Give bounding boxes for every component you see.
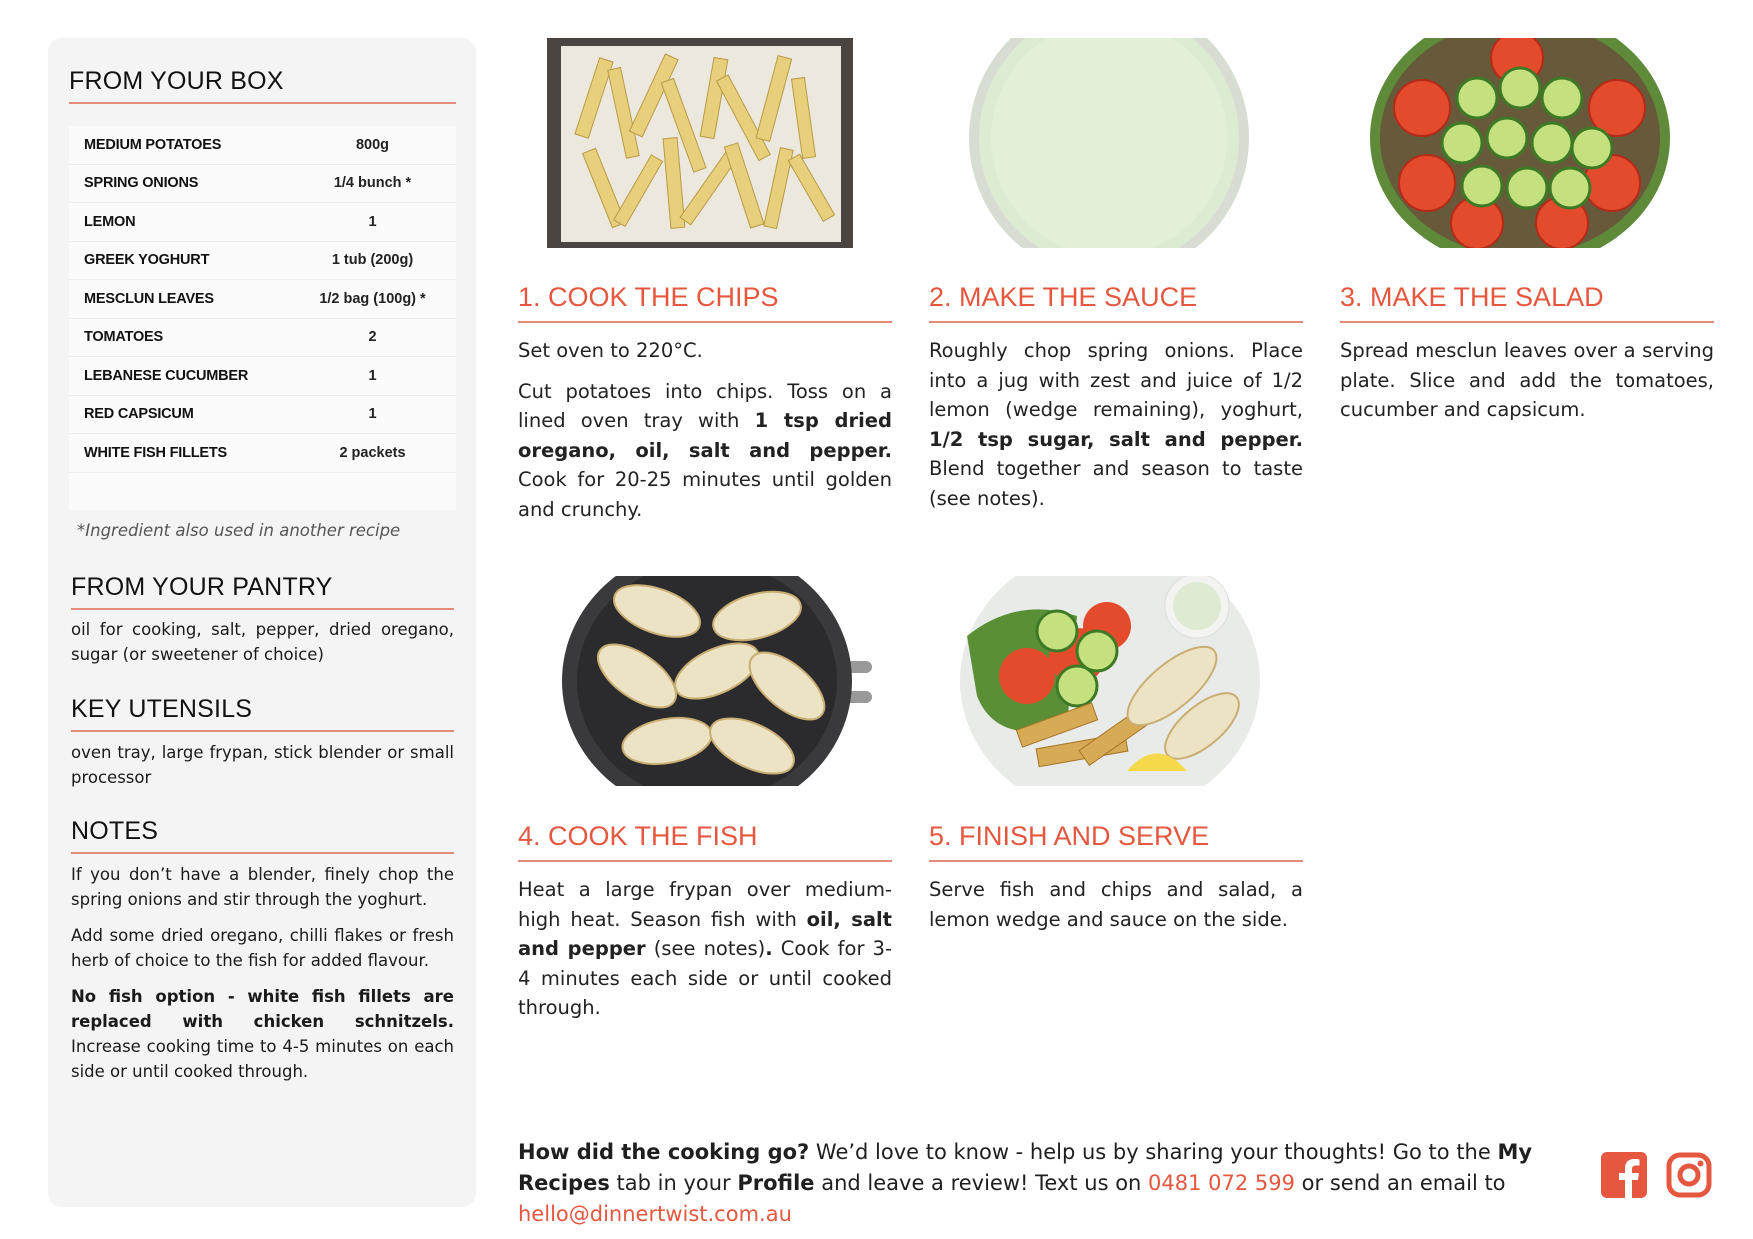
notes-title: NOTES <box>71 817 454 854</box>
table-row <box>69 203 456 242</box>
ingredient-name: LEMON <box>84 213 136 230</box>
step-4-p-bold: oil, salt and pepper <box>518 907 892 960</box>
my-recipes-link[interactable]: My Recipes <box>518 1140 1533 1195</box>
instagram-icon[interactable] <box>1666 1152 1712 1198</box>
sauce-image <box>957 38 1263 248</box>
facebook-icon[interactable] <box>1601 1152 1647 1198</box>
ingredient-name: SPRING ONIONS <box>84 175 199 192</box>
footer-text-2: tab in your <box>609 1171 738 1195</box>
step-2-p-a: Roughly chop spring onions. Place into a jug with zest and juice of 1/2 lemon (wedge remaining), yoghurt, <box>929 339 1303 421</box>
step-1-p2-bold: 1 tsp dried oregano, oil, salt and pepper. <box>518 409 892 462</box>
ingredient-name: TOMATOES <box>84 329 163 346</box>
note-2: Add some dried oregano, chilli flakes or fresh herb of choice to the fish for added flavour. <box>71 926 454 970</box>
footer-text-3: and leave a review! Text us on <box>814 1171 1149 1195</box>
step-2-text <box>929 336 1303 513</box>
ingredient-name: RED CAPSICUM <box>84 406 194 423</box>
pantry-text: oil for cooking, salt, pepper, dried oregano, sugar (or sweetener of choice) <box>71 620 454 664</box>
step-2-p <box>929 336 1303 513</box>
note-3-rest: Increase cooking time to 4-5 minutes on each side or until cooked through. <box>71 1037 454 1081</box>
ingredient-qty: 1/4 bunch * <box>333 175 412 192</box>
step-4-text <box>518 875 892 1023</box>
note-3-bold: No fish option - white fish fillets are replaced with chicken schnitzels. <box>71 987 454 1031</box>
step-4-title: 4. COOK THE FISH <box>518 821 892 862</box>
step-3-text <box>1340 336 1714 425</box>
ingredient-qty: 1/2 bag (100g) * <box>319 290 426 307</box>
step-4-p-dot: . <box>765 937 773 960</box>
step-4-p-a: Heat a large frypan over medium-high heat. Season fish with <box>518 878 892 931</box>
step-2-title: 2. MAKE THE SAUCE <box>929 282 1303 323</box>
note-3 <box>71 984 454 1084</box>
finished-plate-image <box>957 576 1263 786</box>
ingredient-name: MESCLUN LEAVES <box>84 290 214 307</box>
ingredient-qty: 1 <box>368 367 377 384</box>
fish-pan-image <box>547 576 877 786</box>
ingredient-qty: 2 packets <box>339 444 406 461</box>
from-your-box-title: FROM YOUR BOX <box>69 67 456 104</box>
step-2-p-bold: 1/2 tsp sugar, salt and pepper. <box>929 427 1303 451</box>
ingredient-qty: 1 tub (200g) <box>331 252 414 269</box>
email-link[interactable]: hello@dinnertwist.com.au <box>518 1202 792 1226</box>
ingredient-name: MEDIUM POTATOES <box>84 136 222 153</box>
table-row <box>69 126 456 165</box>
ingredient-qty: 800g <box>355 136 390 153</box>
step-1-p2-a: Cut potatoes into chips. Toss on a lined oven tray with <box>518 379 892 432</box>
chips-tray-image <box>547 38 853 248</box>
step-3-title: 3. MAKE THE SALAD <box>1340 282 1714 323</box>
table-row <box>69 434 456 473</box>
ingredient-qty: 1 <box>368 213 377 230</box>
feedback-footer <box>518 1137 1578 1230</box>
footer-question: How did the cooking go? <box>518 1140 810 1164</box>
profile-link[interactable]: Profile <box>737 1171 815 1195</box>
step-1-p1: Set oven to 220°C. <box>518 339 703 362</box>
step-5-text <box>929 875 1303 934</box>
ingredient-footnote: *Ingredient also used in another recipe <box>77 521 401 540</box>
step-1-p2 <box>518 377 892 525</box>
ingredient-qty: 1 <box>368 406 377 423</box>
step-4-p-c: (see notes) <box>645 937 766 960</box>
table-row <box>69 280 456 319</box>
ingredients-table <box>69 126 456 510</box>
step-1-title: 1. COOK THE CHIPS <box>518 282 892 323</box>
table-row <box>69 242 456 281</box>
step-3-p: Spread mesclun leaves over a serving plate. Slice and add the tomatoes, cucumber and capsicum. <box>1340 339 1714 421</box>
salad-image <box>1367 38 1673 248</box>
table-row <box>69 396 456 435</box>
step-4-p-e: Cook for 3-4 minutes each side or until cooked through. <box>518 937 893 1019</box>
note-1: If you don’t have a blender, finely chop the spring onions and stir through the yoghurt. <box>71 865 454 909</box>
ingredient-name: LEBANESE CUCUMBER <box>84 367 249 384</box>
step-5-title: 5. FINISH AND SERVE <box>929 821 1303 862</box>
footer-text-4: or send an email to <box>1295 1171 1506 1195</box>
footer-text-1: We’d love to know - help us by sharing your thoughts! Go to the <box>809 1140 1498 1164</box>
ingredient-name: GREEK YOGHURT <box>84 252 210 269</box>
step-4-p <box>518 875 892 1023</box>
phone-link[interactable]: 0481 072 599 <box>1148 1171 1295 1195</box>
step-2-p-c: Blend together and season to taste (see notes). <box>929 457 1303 510</box>
table-row <box>69 165 456 204</box>
table-row <box>69 319 456 358</box>
step-5-p: Serve fish and chips and salad, a lemon wedge and sauce on the side. <box>929 878 1303 931</box>
ingredient-name: WHITE FISH FILLETS <box>84 444 228 461</box>
table-row <box>69 357 456 396</box>
step-1-text <box>518 336 892 524</box>
ingredients-panel <box>48 38 476 1207</box>
from-your-pantry-title: FROM YOUR PANTRY <box>71 573 454 610</box>
ingredient-qty: 2 <box>368 329 377 346</box>
key-utensils-title: KEY UTENSILS <box>71 695 454 732</box>
step-1-p2-c: Cook for 20-25 minutes until golden and crunchy. <box>518 468 892 521</box>
utensils-text: oven tray, large frypan, stick blender or small processor <box>71 743 454 787</box>
